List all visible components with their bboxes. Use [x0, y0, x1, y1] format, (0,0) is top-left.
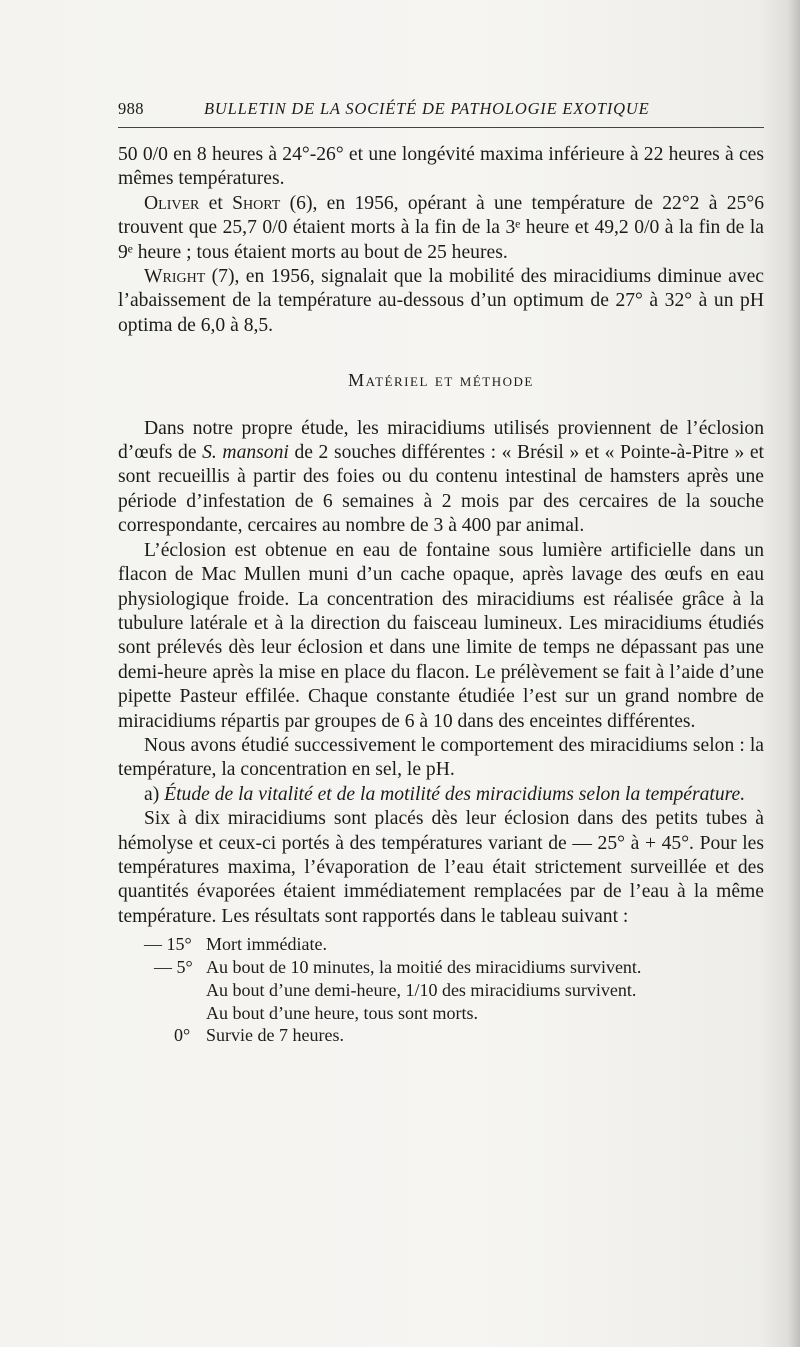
- paragraph: 50 0/0 en 8 heures à 24°-26° et une longévité maxima inférieure à 22 heures à ces mêmes températures.: [118, 144, 764, 190]
- journal-title: BULLETIN DE LA SOCIÉTÉ DE PATHOLOGIE EXOTIQUE: [204, 99, 650, 118]
- species-name: S. mansoni: [202, 442, 289, 464]
- result-text: Au bout de 10 minutes, la moitié des miracidiums survivent.: [206, 956, 642, 977]
- result-text: Survie de 7 heures.: [206, 1025, 344, 1046]
- subsection-heading: a) Étude de la vitalité et de la motilité des miracidiums selon la température.: [144, 783, 746, 805]
- result-row: [118, 1024, 764, 1047]
- result-row: [118, 956, 764, 979]
- result-temperature: — 15°: [144, 934, 192, 955]
- paragraph: L’éclosion est obtenue en eau de fontaine sous lumière artificielle dans un flacon de Mac Mullen muni d’un cache opaque, après lavage des œufs en eau physiologique froide. La concentration des miracidiums est réalisée grâce à la tubulure latérale et à la direction du faisceau lumineux. Les miracidiums étudiés sont prélevés dès leur éclosion et dans une limite de temps ne dépassant pas une demi-heure après la mise en place du flacon. Le prélèvement se fait à l’aide d’une pipette Pasteur effilée. Chaque constante étudiée l’est sur un grand nombre de miracidiums répartis par groupes de 6 à 10 dans des enceintes différentes.: [118, 539, 764, 732]
- result-text: Mort immédiate.: [206, 934, 327, 955]
- page-number: 988: [118, 99, 144, 118]
- result-text: Au bout d’une demi-heure, 1/10 des miracidiums survivent.: [206, 979, 637, 1000]
- author-name: Wright: [144, 266, 206, 288]
- result-row-continued: [118, 1002, 764, 1025]
- page-edge-shadow: [788, 0, 800, 1347]
- paragraph: Nous avons étudié successivement le comportement des miracidiums selon : la température, la concentration en sel, le pH.: [118, 734, 764, 781]
- paragraph: Wright (7), en 1956, signalait que la mobilité des miracidiums diminue avec l’abaissement de la température au-dessous d’un optimum de 27° à 32° à un pH optima de 6,0 à 8,5.: [118, 266, 764, 336]
- author-name: Oliver: [144, 192, 200, 214]
- article-body: [118, 143, 764, 1047]
- result-row: [118, 933, 764, 956]
- result-text: Au bout d’une heure, tous sont morts.: [206, 1002, 478, 1023]
- result-temperature: 0°: [174, 1025, 191, 1046]
- section-title: Matériel et méthode: [348, 370, 534, 391]
- author-name: Short: [232, 192, 281, 214]
- result-row-continued: [118, 979, 764, 1002]
- running-header: [118, 99, 688, 123]
- paragraph: Oliver et Short (6), en 1956, opérant à une température de 22°2 à 25°6 trouvent que 25,7 0/0 étaient morts à la fin de la 3ᵉ heure et 49,2 0/0 à la fin de la 9ᵉ heure ; tous étaient morts au bout de 25 heures.: [118, 192, 764, 263]
- result-temperature: — 5°: [154, 956, 193, 977]
- paragraph: Six à dix miracidiums sont placés dès leur éclosion dans des petits tubes à hémolyse et ceux-ci portés à des températures variant de — 25° à + 45°. Pour les températures maxima, l’évaporation de l’eau était strictement surveillée et des quantités évaporées étaient immédiatement remplacées par de l’eau à la même température. Les résultats sont rapportés dans le tableau suivant :: [118, 808, 764, 927]
- paragraph: Dans notre propre étude, les miracidiums utilisés proviennent de l’éclosion d’œufs de S. mansoni de 2 souches différentes : « Brésil » et « Pointe-à-Pitre » et sont recueillis à partir des foies ou du contenu intestinal de hamsters après une période d’infestation de 6 semaines à 2 mois par des cercaires de la souche correspondante, cercaires au nombre de 3 à 400 par animal.: [118, 417, 764, 537]
- header-rule: [118, 127, 764, 128]
- results-list: [118, 933, 764, 1047]
